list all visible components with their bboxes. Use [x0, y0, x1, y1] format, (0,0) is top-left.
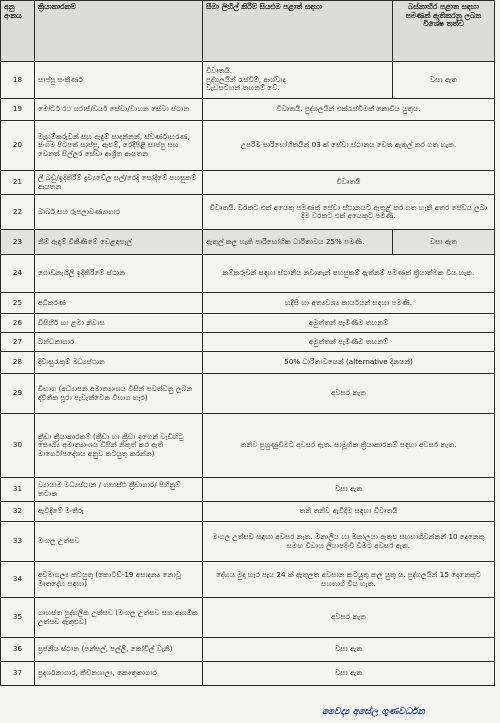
- conditions-cell: විවෘතයි. පුද්ගලයින් රැස්වීම්, ආශ්වාද වැඩසටහන් තහනම් වේ.: [203, 62, 393, 99]
- table-row: [1, 374, 495, 414]
- activity-cell: ව්‍යායාම මධ්‍යස්ථාන / ගෘහස්ථ ක්‍රීඩාගාර/ පිහිනුම් තටාක: [35, 478, 203, 502]
- row-number: 21: [1, 171, 35, 195]
- header-row: [1, 1, 495, 62]
- table-row: [1, 522, 495, 562]
- conditions-cell: වසා ඇත: [203, 662, 495, 686]
- table-row: [1, 62, 495, 99]
- conditions-cell: විවෘතයි: [203, 171, 495, 195]
- activity-cell: නිම් ඇඳුම් විකිණීමේ වෙළඳසැල්: [35, 230, 203, 255]
- row-number: 33: [1, 522, 35, 562]
- header-activity: ක්‍රියාකාරකම්: [35, 1, 203, 62]
- row-number: 36: [1, 638, 35, 662]
- activity-cell: මංගල උත්සව: [35, 522, 203, 562]
- activity-cell: ප්‍රදර්ශනාගාර, කීඩනශාලා, කෞතුකාගාර: [35, 662, 203, 686]
- row-number: 37: [1, 662, 35, 686]
- table-body: [1, 62, 495, 686]
- activity-cell: බාබර් සහ රූපලාවණ්‍යාගාර: [35, 195, 203, 230]
- conditions-cell: හදිසි හා අත්‍යවශ්‍ය කාර්යයන් සඳහා පමණි.: [203, 293, 495, 314]
- activity-cell: ක්‍රීඩා ක්‍රියාකාරකම් (ක්‍රීඩා හා ක්‍රීඩා ඉගෙන් වැඩිහිටු සෞඛ්‍ය අමාත්‍යාංශය විසින් නිකුත් කර ඇති මාර්ගෝපදේශය අනුව කටයුතු කරන්න): [35, 414, 203, 478]
- activity-cell: ඇවිදීමේ මංතීරු: [35, 502, 203, 522]
- table-row: [1, 333, 495, 352]
- activity-cell: ගොඩනැගිලි ඉදිකිරීමේ ස්ථාන: [35, 255, 203, 293]
- remarks-cell: වසා ඇත: [393, 62, 495, 99]
- table-row: [1, 230, 495, 255]
- activity-cell: මෝටර් රථ ගරාජ්/වයර් සේවා/වාහන සේවා ස්ථාන: [35, 99, 203, 121]
- table-row: [1, 121, 495, 171]
- activity-cell: විසිහිර් හා ළමා නිවාස: [35, 314, 203, 333]
- activity-cell: බන්ධනාගාර: [35, 333, 203, 352]
- table-row: [1, 314, 495, 333]
- conditions-cell: තනිව පුහුණුවීමට අවසර ඇත. සාමූහික ක්‍රියාකාරකම් සඳහා අවසර නැත.: [203, 414, 495, 478]
- conditions-cell: වසා ඇත: [203, 638, 495, 662]
- conditions-cell: ඇතුල් කල හැකි පාරිභෝගික ධාරිතාවය 25% පමණි.: [203, 230, 393, 255]
- row-number: 31: [1, 478, 35, 502]
- activity-cell: විභාග (අධ්‍යාපන අමාත්‍යාංශය විසින් පවත්වනු ලබන ද්විතීක පූරා පැවැත්වෙන විභාග හැර): [35, 374, 203, 414]
- row-number: 24: [1, 255, 35, 293]
- row-number: 35: [1, 598, 35, 638]
- table-row: [1, 662, 495, 686]
- signature: වෛද්‍ය අසේල ගුණවර්ධන: [322, 707, 426, 717]
- conditions-cell: උපරිම පාරිභෝගිකයින් 03 ක් සේවා ස්ථානය වෙත ඇතුල් කර ගත හැක.: [203, 121, 495, 171]
- conditions-cell: 50% ධාරිතාවයෙන් (alternative දිනයන්): [203, 352, 495, 374]
- row-number: 28: [1, 352, 35, 374]
- header-remarks: බස්නාහිර පළාත සඳහා පමණක් ඇතිකරනු ලබන විශේෂ තත්ව: [393, 1, 495, 62]
- table-row: [1, 562, 495, 598]
- row-number: 30: [1, 414, 35, 478]
- conditions-cell: විවෘතයි. වරකට එක් අයෙකු පමණක් සේවා ස්ථානයට ඇතුළ් කර ගත හැකි අතර සේවය ලබා දීම වරකට එක් අයෙකුට පමණි.: [203, 195, 495, 230]
- activity-cell: සාප්පු සංකීර්ණ: [35, 62, 203, 99]
- conditions-cell: කම්කරුවන් සඳහා ස්ථානීය නවාතැන් පහසුකම් ඇත්නම් පමණක් ක්‍රියාත්මක විය හැක.: [203, 255, 495, 293]
- header-conditions: සීමා ලිහිල් කිරීම් සියළුම පළාත් සඳහා: [203, 1, 393, 62]
- row-number: 25: [1, 293, 35, 314]
- activity-cell: ප්‍රජනීය ස්ථාන (පන්සල්, පල්ලි, කෝවිල් වැනි): [35, 638, 203, 662]
- table-row: [1, 255, 495, 293]
- conditions-cell: අවසර නැත: [203, 374, 495, 414]
- table-row: [1, 195, 495, 230]
- table-row: [1, 502, 495, 522]
- table-row: [1, 293, 495, 314]
- table-row: [1, 171, 495, 195]
- conditions-cell: තනි තනිව ඇවිදීම සඳහා විවෘතයි: [203, 502, 495, 522]
- row-number: 22: [1, 195, 35, 230]
- table-row: [1, 352, 495, 374]
- conditions-cell: දේහය මුදා හැර පැය 24 ක් ඇතුලත අවසාන කටයුතු කල යුතු ය. පුද්ගලයින් 15 දෙනෙකුට සහභාගී විය හැක.: [203, 562, 495, 598]
- conditions-cell: වසා ඇත: [203, 478, 495, 502]
- activity-cell: ලී බඩු/ඉදිකිරීම් ද්‍රව්‍යවේල සල්/රෙදි සෝදීමේ පහසුකම් ආයතන: [35, 171, 203, 195]
- row-number: 29: [1, 374, 35, 414]
- table-row: [1, 598, 495, 638]
- table-row: [1, 414, 495, 478]
- activity-cell: ගෘහස්ත පුද්ගලික උත්සව (මංගල උත්සව සහ ආගමික උත්සව ඇතුළුව): [35, 598, 203, 638]
- activity-cell: මැහුම්කරුවන් සහ ඇඳුම් සාදන්නන්, ස්වර්ණාභරණ, ජංගම පිටපත් සාප්පු, ඇළුම්, රෙදිපිළි සාප්පු සහ වෙනත් සිල්ලර සේවා ආශ්‍රිත ආයතන: [35, 121, 203, 171]
- row-number: 27: [1, 333, 35, 352]
- row-number: 20: [1, 121, 35, 171]
- conditions-cell: අමුත්තන් පැමිණීම තහනම්: [203, 333, 495, 352]
- row-number: 18: [1, 62, 35, 99]
- conditions-cell: විවෘතයි. පුද්ගලයින් එක්රැස්වීමක් නොවිය යුතුය.: [203, 99, 495, 121]
- conditions-cell: අවසර නැත: [203, 598, 495, 638]
- header-no: අනු අංකය: [1, 1, 35, 62]
- row-number: 32: [1, 502, 35, 522]
- row-number: 26: [1, 314, 35, 333]
- row-number: 34: [1, 562, 35, 598]
- table-row: [1, 478, 495, 502]
- activity-cell: අධිකරණ: [35, 293, 203, 314]
- remarks-cell: වසා ඇත: [393, 230, 495, 255]
- row-number: 19: [1, 99, 35, 121]
- row-number: 23: [1, 230, 35, 255]
- conditions-cell: මංගල උත්සව සඳහා අවසර නැත. මනාලිය හා මනාලයා ඇතුළු සහභාගිවන්නන් 10 දෙනෙකු සමඟ විවාහ ලියාපදිංචි වීමට අවසර ඇත.: [203, 522, 495, 562]
- table-row: [1, 99, 495, 121]
- activity-cell: අවමංගල්‍ය කටයුතු (කොවිඩ්-19 අසාදන්‍ය නොවූ මෘතදේහ සඳහා): [35, 562, 203, 598]
- conditions-cell: අමුත්තන් පැමිණීම තහනම්: [203, 314, 495, 333]
- activity-cell: දිවාසුරැකුම් මධ්‍යස්ථාන: [35, 352, 203, 374]
- table-row: [1, 638, 495, 662]
